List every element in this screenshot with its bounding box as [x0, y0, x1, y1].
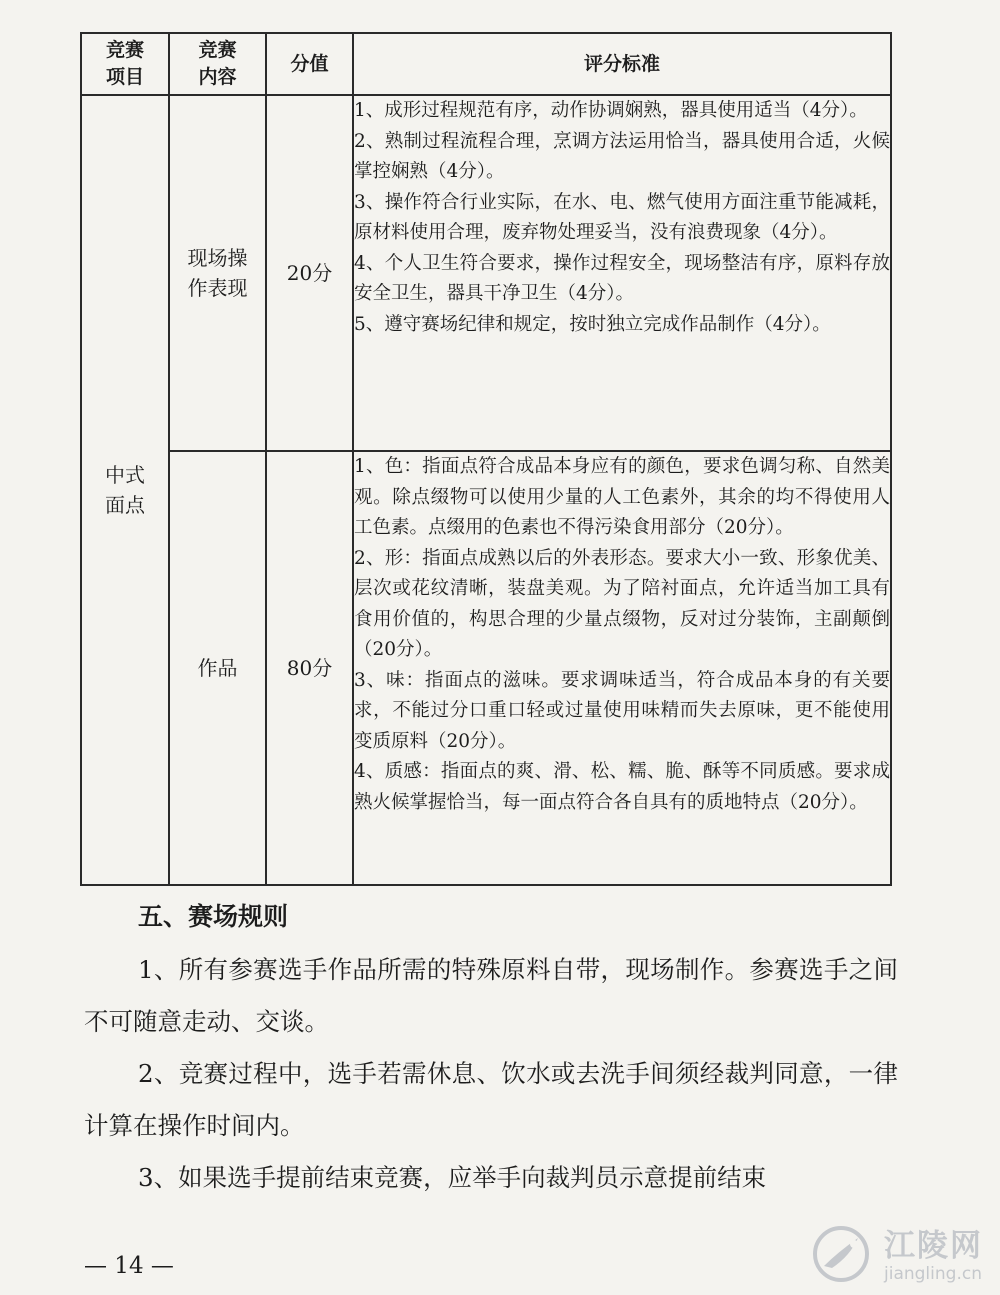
- criteria-item: 2、形：指面点成熟以后的外表形态。要求大小一致、形象优美、层次或花纹清晰，装盘美观。为了陪衬面点，允许适当加工具有食用价值的，构思合理的少量点缀物，反对过分装饰，主副颠倒（20分）。: [354, 547, 890, 660]
- criteria-cell: [353, 451, 891, 885]
- criteria-item: 3、味：指面点的滋味。要求调味适当，符合成品本身的有关要求，不能过分口重口轻或过量使用味精而失去原味，更不能使用变质原料（20分）。: [354, 669, 890, 752]
- score-cell: 20分: [266, 95, 353, 451]
- scoring-table: [80, 32, 892, 886]
- criteria-cell: [353, 95, 891, 451]
- page-number: — 14 —: [84, 1253, 174, 1279]
- criteria-item: 3、操作符合行业实际，在水、电、燃气使用方面注重节能减耗，原材料使用合理，废弃物处理妥当，没有浪费现象（4分）。: [354, 191, 890, 243]
- table-row: [81, 95, 891, 451]
- rule-paragraph: 2、竞赛过程中，选手若需休息、饮水或去洗手间须经裁判同意，一律计算在操作时间内。: [84, 1059, 898, 1140]
- watermark-logo-icon: [808, 1224, 874, 1284]
- criteria-item: 4、个人卫生符合要求，操作过程安全，现场整洁有序，原料存放安全卫生，器具干净卫生（4分）。: [354, 252, 890, 304]
- content-cell: 作品: [169, 451, 266, 885]
- watermark-name: 江陵网: [884, 1228, 983, 1264]
- rule-paragraph: 1、所有参赛选手作品所需的特殊原料自带，现场制作。参赛选手之间不可随意走动、交谈。: [84, 955, 898, 1036]
- criteria-item: 2、熟制过程流程合理，烹调方法运用恰当，器具使用合适，火候掌控娴熟（4分）。: [354, 130, 890, 182]
- watermark: [800, 1218, 996, 1292]
- table-row: [81, 451, 891, 885]
- rule-paragraph: 3、如果选手提前结束竞赛，应举手向裁判员示意提前结束: [138, 1163, 767, 1192]
- watermark-domain: jiangling.cn: [884, 1264, 982, 1284]
- criteria-item: 5、遵守赛场纪律和规定，按时独立完成作品制作（4分）。: [354, 313, 831, 335]
- category-cell: 中式 面点: [81, 95, 169, 885]
- criteria-item: 4、质感：指面点的爽、滑、松、糯、脆、酥等不同质感。要求成熟火候掌握恰当，每一面点符合各自具有的质地特点（20分）。: [354, 761, 890, 813]
- criteria-item: 1、色：指面点符合成品本身应有的颜色，要求色调匀称、自然美观。除点缀物可以使用少量的人工色素外，其余的均不得使用人工色素。点缀用的色素也不得污染食用部分（20分）。: [354, 456, 890, 538]
- content-cell: 现场操 作表现: [169, 95, 266, 451]
- header-content: 竞赛 内容: [169, 33, 266, 95]
- header-criteria: 评分标准: [353, 33, 891, 95]
- criteria-item: 1、成形过程规范有序，动作协调娴熟，器具使用适当（4分）。: [354, 100, 868, 121]
- header-score: 分值: [266, 33, 353, 95]
- header-item: 竞赛 项目: [81, 33, 169, 95]
- section-title: 五、赛场规则: [138, 902, 289, 931]
- score-cell: 80分: [266, 451, 353, 885]
